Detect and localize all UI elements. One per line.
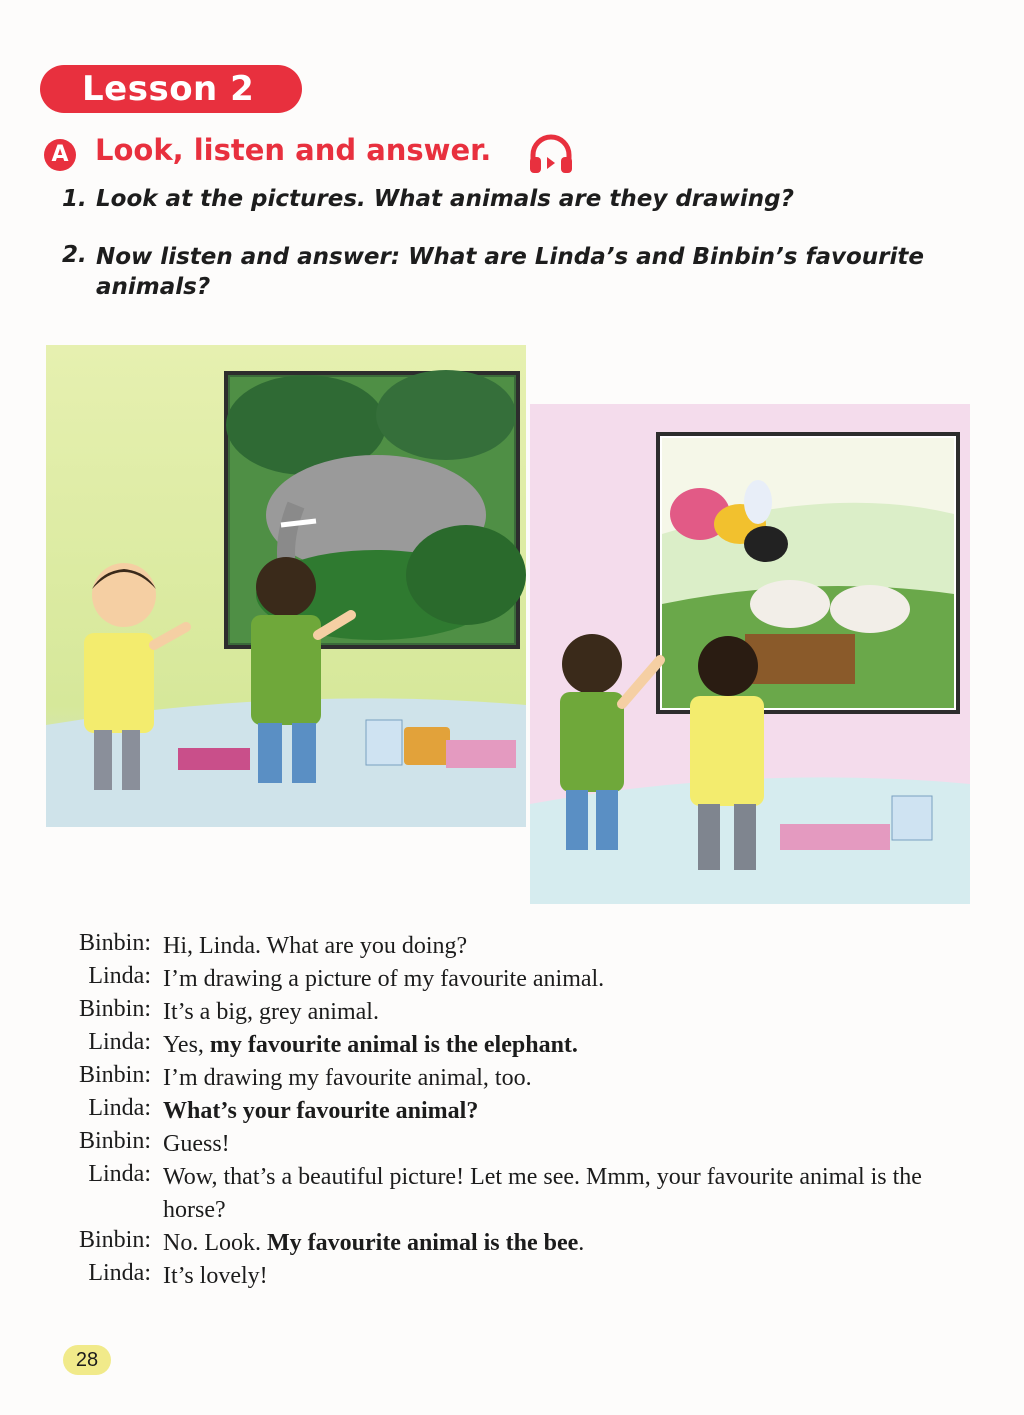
dialogue-line <box>0 996 1024 1029</box>
question-2 <box>62 242 962 306</box>
utterance-text: Hi, Linda. What are you doing? <box>163 933 468 959</box>
dialogue-line <box>0 930 1024 963</box>
utterance <box>163 1029 963 1062</box>
speaker-name: Binbin: <box>78 1227 151 1253</box>
utterance-text: I’m drawing my favourite animal, too. <box>163 1065 532 1091</box>
utterance <box>163 1062 963 1095</box>
utterance-text: Wow, that’s a beautiful picture! Let me see. Mmm, your favourite animal is the horse? <box>163 1164 922 1223</box>
dialogue-line <box>0 1029 1024 1062</box>
question-number: 1. <box>62 186 87 212</box>
utterance-text: It’s lovely! <box>163 1263 268 1289</box>
speaker-name: Linda: <box>88 1260 151 1286</box>
dialogue-line <box>0 1128 1024 1161</box>
key-phrase: What’s your favourite animal? <box>163 1098 479 1124</box>
question-1 <box>62 186 962 218</box>
dialogue-line <box>0 1062 1024 1095</box>
speaker-name: Binbin: <box>78 930 151 956</box>
page-number: 28 <box>63 1345 111 1375</box>
question-text: Now listen and answer: What are Linda’s and Binbin’s favourite animals? <box>96 244 924 300</box>
utterance-text: No. Look. <box>163 1230 267 1256</box>
speaker-name: Linda: <box>88 1095 151 1121</box>
speaker-name: Binbin: <box>78 1128 151 1154</box>
utterance <box>163 1227 963 1260</box>
speaker-name: Linda: <box>88 963 151 989</box>
question-number: 2. <box>62 242 87 268</box>
utterance <box>163 1095 963 1128</box>
headphones-icon[interactable] <box>527 133 575 175</box>
bee-drawing-illustration <box>530 404 970 904</box>
speaker-name: Binbin: <box>78 1062 151 1088</box>
section-badge: A <box>44 139 76 171</box>
utterance-text: I’m drawing a picture of my favourite animal. <box>163 966 605 992</box>
speaker-name: Linda: <box>88 1029 151 1055</box>
elephant-drawing-illustration <box>46 345 526 827</box>
dialogue-line <box>0 1227 1024 1260</box>
dialogue-line <box>0 1161 1024 1227</box>
dialogue-line <box>0 1095 1024 1128</box>
utterance-text: It’s a big, grey animal. <box>163 999 379 1025</box>
utterance-text: . <box>578 1230 585 1256</box>
utterance <box>163 1260 963 1293</box>
speaker-name: Binbin: <box>78 996 151 1022</box>
utterance-text: Guess! <box>163 1131 230 1157</box>
lesson-title: Lesson 2 <box>40 65 302 113</box>
utterance <box>163 963 963 996</box>
section-title: Look, listen and answer. <box>95 133 492 167</box>
dialogue <box>0 930 1024 1293</box>
speaker-name: Linda: <box>88 1161 151 1187</box>
utterance <box>163 930 963 963</box>
utterance <box>163 1128 963 1161</box>
dialogue-line <box>0 1260 1024 1293</box>
question-text: Look at the pictures. What animals are they drawing? <box>96 186 794 212</box>
utterance <box>163 996 963 1029</box>
utterance-text: Yes, <box>163 1032 210 1058</box>
key-phrase: my favourite animal is the elephant. <box>209 1032 578 1058</box>
dialogue-line <box>0 963 1024 996</box>
key-phrase: My favourite animal is the bee <box>267 1230 579 1256</box>
utterance <box>163 1161 963 1227</box>
